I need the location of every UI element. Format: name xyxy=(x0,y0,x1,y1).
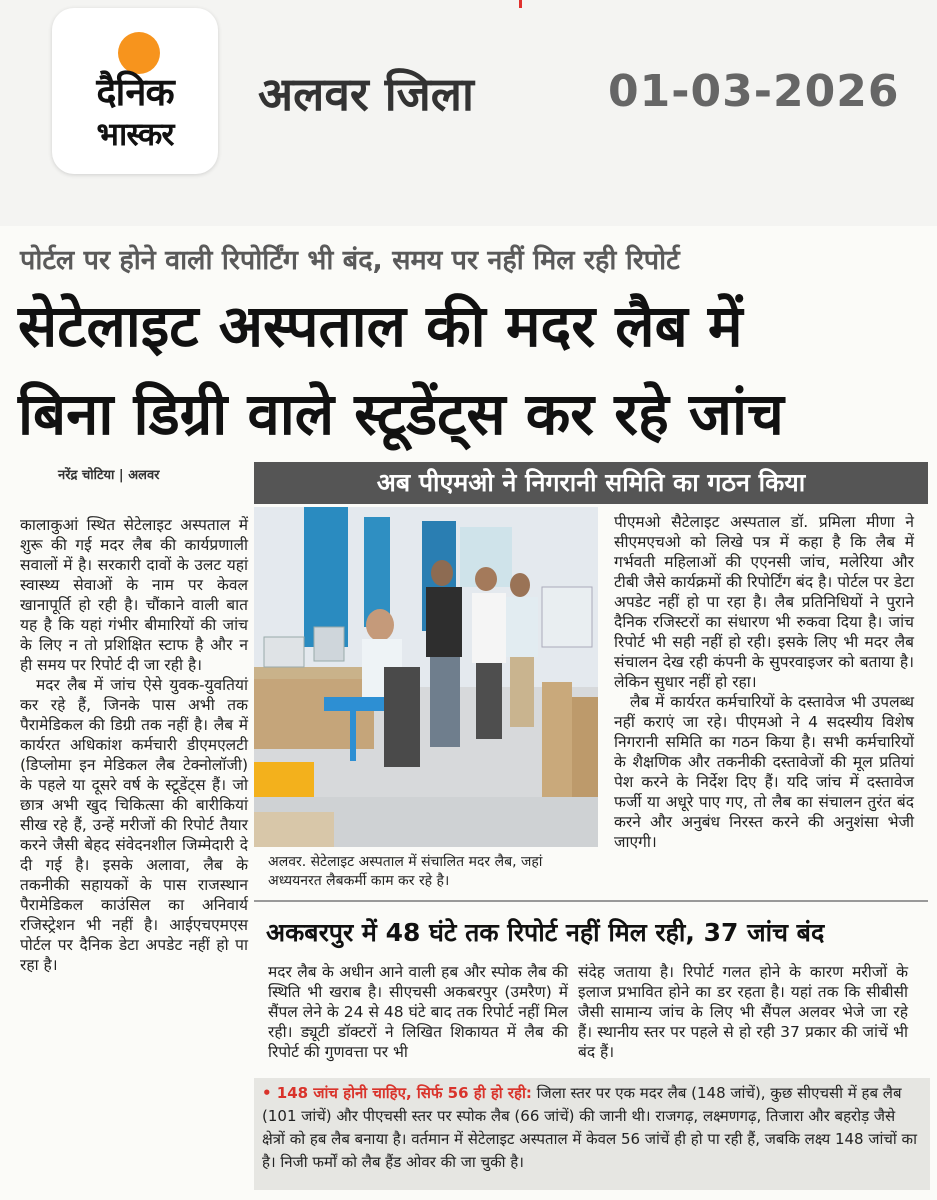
lab-photo-image xyxy=(254,507,598,847)
note-lead: • 148 जांच होनी चाहिए, सिर्फ 56 ही हो रही: xyxy=(262,1084,532,1102)
top-accent-mark xyxy=(519,0,522,8)
headline-line-2: बिना डिग्री वाले स्टूडेंट्स कर रहे जांच xyxy=(18,380,784,448)
note-body: जिला स्तर पर एक मदर लैब (148 जांचें), कुछ सीएचसी में हब लैब (101 जांचें) और पीएचसी स्तर पर स्पोक लैब (66 जांचें) की जानी थी। राजगढ़, लक्ष्मणगढ़, तिजारा और बहरोड़ जैसे क्षेत्रों को हब लैब बनाया है। वर्तमान में सेटेलाइट अस्पताल में केवल 56 जांचें ही हो पा रही हैं, जबकि लक्ष्य 148 जांचों का है। निजी फर्मों को लैब हैंड ओवर की जा चुकी है। xyxy=(262,1084,917,1171)
right-paragraph-2: लैब में कार्यरत कर्मचारियों के दस्तावेज भी उपलब्ध नहीं कराएं जा रहे। पीएमओ ने 4 सदस्यीय विशेष निगरानी समिति का गठन किया है। सभी कर्मचारियों के शैक्षणिक और तकनीकी दस्तावेजों की मूल प्रतियां पेश करने के निर्देश दिए हैं। यदि जांच में दस्तावेज फर्जी या अधूरे पाए गए, तो लैब का संचालन तुरंत बंद करने और अनुबंध निरस्त करने की अनुशंसा भेजी जाएगी। xyxy=(614,693,914,851)
right-paragraph-1: पीएमओ सैटेलाइट अस्पताल डॉ. प्रमिला मीणा ने सीएमएचओ को लिखे पत्र में कहा है कि लैब में गर्भवती महिलाओं की एएनसी जांच, मलेरिया और टीबी जैसे कार्यक्रमों की रिपोर्टिंग बंद है। पोर्टल पर डेटा अपडेट नहीं हो पा रहा है। लैब प्रतिनिधियों ने पुराने दैनिक रजिस्टरों का संधारण भी रुकवा दिया है। जांच रिपोर्ट भी सही नहीं हो रही। इसके लिए भी मदर लैब संचालन देख रही कंपनी के सुपरवाइजर को बताया है। लेकिन सुधार नहीं हो रहा। xyxy=(614,513,914,691)
lab-photo xyxy=(254,507,598,847)
district-title: अलवर जिला xyxy=(258,67,474,121)
headline-line-1: सेटेलाइट अस्पताल की मदर लैब में xyxy=(18,292,743,360)
section-divider xyxy=(254,900,928,902)
byline: नरेंद्र चोटिया | अलवर xyxy=(58,468,160,483)
akbarpur-text-left: मदर लैब के अधीन आने वाली हब और स्पोक लैब की स्थिति भी खराब है। सीएचसी अकबरपुर (उमरैण) में सैंपल लेने के 24 से 48 घंटे बाद तक रिपोर्ट नहीं मिल रही। ड्यूटी डॉक्टरों ने लिखित शिकायत में लैब की रिपोर्ट की गुणवत्ता पर भी xyxy=(268,963,568,1061)
edition-date: 01-03-2026 xyxy=(608,66,900,117)
akbarpur-text-right: संदेह जताया है। रिपोर्ट गलत होने के कारण मरीजों के इलाज प्रभावित होने का डर रहता है। यहां तक कि सीबीसी जैसी सामान्य जांच के लिए भी सैंपल अलवर भेजे जा रहे हैं। स्थानीय स्तर पर पहले से हो रही 37 प्रकार की जांचें भी बंद हैं। xyxy=(578,963,908,1061)
logo-wordmark-line2: भास्कर xyxy=(96,115,174,153)
dainik-bhaskar-logo xyxy=(52,8,218,174)
left-column xyxy=(20,515,248,975)
photo-caption: अलवर. सेटेलाइट अस्पताल में संचालित मदर लैब, जहां अध्ययनरत लैबकर्मी काम कर रहे है। xyxy=(268,854,543,889)
article-kicker: पोर्टल पर होने वाली रिपोर्टिंग भी बंद, समय पर नहीं मिल रही रिपोर्ट xyxy=(20,245,680,276)
right-column xyxy=(614,512,914,852)
left-paragraph-2: मदर लैब में जांच ऐसे युवक-युवतियां कर रहे हैं, जिनके पास अभी तक पैरामेडिकल की डिग्री तक नहीं है। लैब में कार्यरत अधिकांश कर्मचारी डीएमएलटी (डिप्लोमा इन मेडिकल लैब टेक्नोलॉजी) के पहले या दूसरे वर्ष के स्टूडेंट्स हैं। जो छात्र अभी खुद चिकित्सा की बारीकियां सीख रहे हैं, उन्हें मरीजों की रिपोर्ट तैयार करने जैसी बेहद संवेदनशील जिम्मेदारी दे दी गई है। इसके अलावा, लैब के तकनीकी सहायकों के पास राजस्थान पैरामेडिकल काउंसिल का अनिवार्य रजिस्ट्रेशन भी नहीं है। आईएचएमएस पोर्टल पर दैनिक डेटा अपडेट नहीं हो पा रहा है। xyxy=(20,676,248,974)
left-paragraph-1: कालाकुआं स्थित सेटेलाइट अस्पताल में शुरू की गई मदर लैब की कार्यप्रणाली सवालों में है। सरकारी दावों के उलट यहां स्वास्थ्य सेवाओं के नाम पर केवल खानापूर्ति हो रही है। चौंकाने वाली बात यह है कि यहां गंभीर बीमारियों की जांच के लिए न तो प्रशिक्षित स्टाफ है और न ही समय पर रिपोर्ट दी जा रही है। xyxy=(20,516,248,674)
subheadline-bar: अब पीएमओ ने निगरानी समिति का गठन किया xyxy=(254,462,928,504)
sun-icon xyxy=(118,32,160,74)
logo-wordmark-line1: दैनिक xyxy=(96,70,174,114)
highlight-note-text xyxy=(262,1082,922,1174)
secondary-headline: अकबरपुर में 48 घंटे तक रिपोर्ट नहीं मिल रही, 37 जांच बंद xyxy=(266,918,825,947)
